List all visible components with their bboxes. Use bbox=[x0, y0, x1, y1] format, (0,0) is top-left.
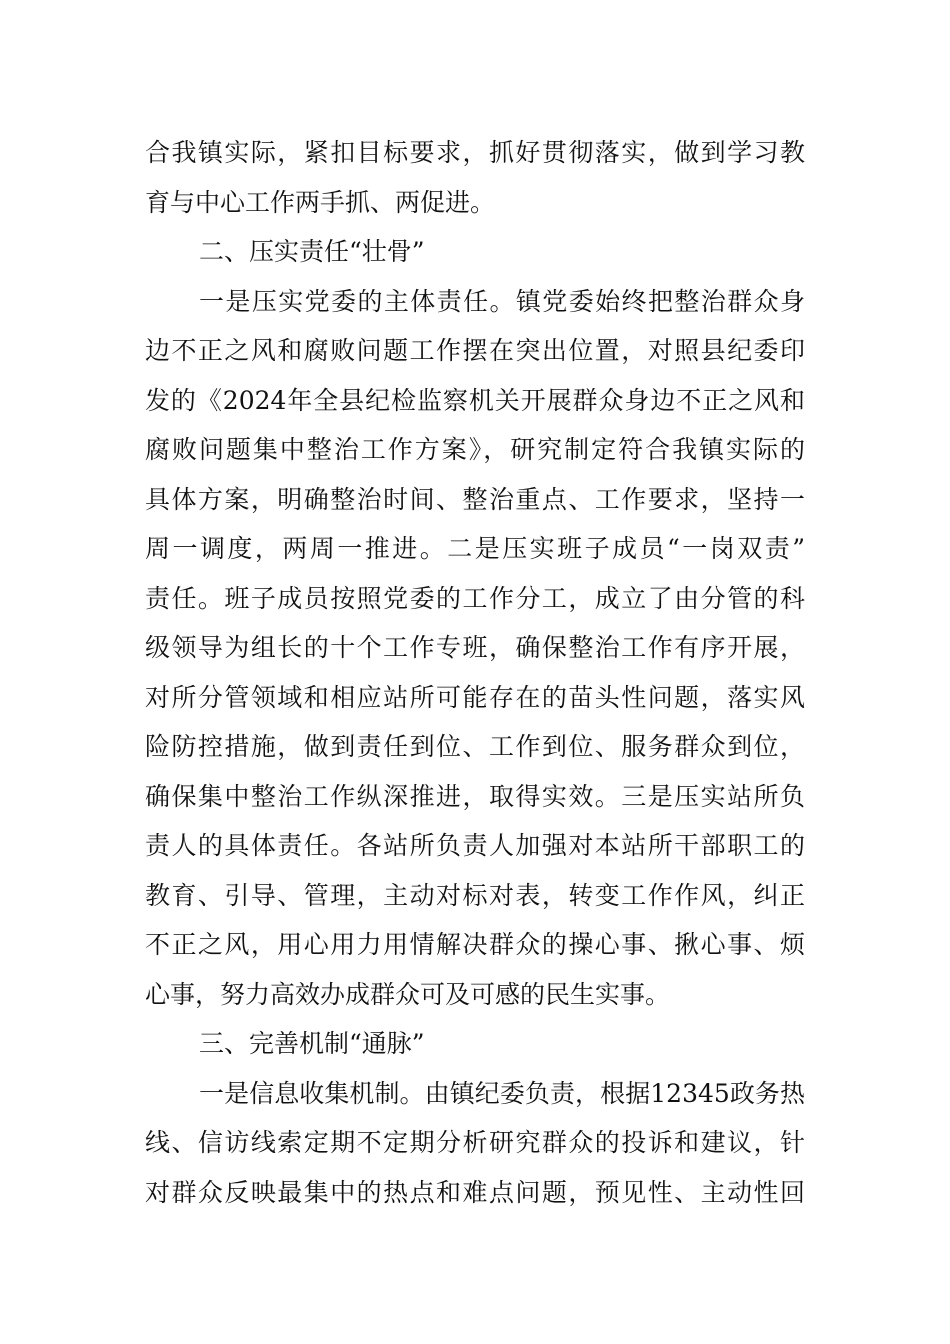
text-line: 一是压实党委的主体责任。镇党委始终把整治群众身 bbox=[199, 286, 805, 316]
text-line: 周一调度，两周一推进。二是压实班子成员“一岗双责” bbox=[145, 534, 805, 563]
document-page bbox=[145, 128, 805, 1217]
text-line: 确保集中整治工作纵深推进，取得实效。三是压实站所负 bbox=[145, 781, 805, 811]
text-line: 不正之风，用心用力用情解决群众的操心事、揪心事、烦 bbox=[145, 930, 805, 959]
text-line: 腐败问题集中整治工作方案》，研究制定符合我镇实际的 bbox=[145, 435, 805, 464]
text-line: 级领导为组长的十个工作专班，确保整治工作有序开展， bbox=[145, 633, 805, 662]
section-heading: 二、压实责任“壮骨” bbox=[199, 237, 425, 266]
text-line: 险防控措施，做到责任到位、工作到位、服务群众到位， bbox=[145, 732, 805, 761]
text-line: 心事，努力高效办成群众可及可感的民生实事。 bbox=[145, 979, 671, 1009]
text-line: 边不正之风和腐败问题工作摆在突出位置，对照县纪委印 bbox=[145, 336, 805, 365]
text-line: 育与中心工作两手抓、两促进。 bbox=[145, 187, 496, 217]
text-line: 发的《2024年全县纪检监察机关开展群众身边不正之风和 bbox=[145, 385, 805, 415]
text-line: 合我镇实际，紧扣目标要求，抓好贯彻落实，做到学习教 bbox=[145, 138, 805, 167]
text-line: 对群众反映最集中的热点和难点问题，预见性、主动性回 bbox=[145, 1177, 805, 1207]
text-line: 对所分管领域和相应站所可能存在的苗头性问题，落实风 bbox=[145, 682, 805, 712]
section-heading: 三、完善机制“通脉” bbox=[199, 1029, 425, 1058]
text-line: 教育、引导、管理，主动对标对表，转变工作作风，纠正 bbox=[145, 880, 805, 910]
text-line: 线、信访线索定期不定期分析研究群众的投诉和建议，针 bbox=[145, 1128, 805, 1157]
text-line: 责人的具体责任。各站所负责人加强对本站所干部职工的 bbox=[145, 831, 805, 860]
text-line: 责任。班子成员按照党委的工作分工，成立了由分管的科 bbox=[145, 583, 805, 613]
text-line: 具体方案，明确整治时间、整治重点、工作要求，坚持一 bbox=[145, 484, 805, 514]
text-line: 一是信息收集机制。由镇纪委负责，根据12345政务热 bbox=[199, 1078, 805, 1108]
